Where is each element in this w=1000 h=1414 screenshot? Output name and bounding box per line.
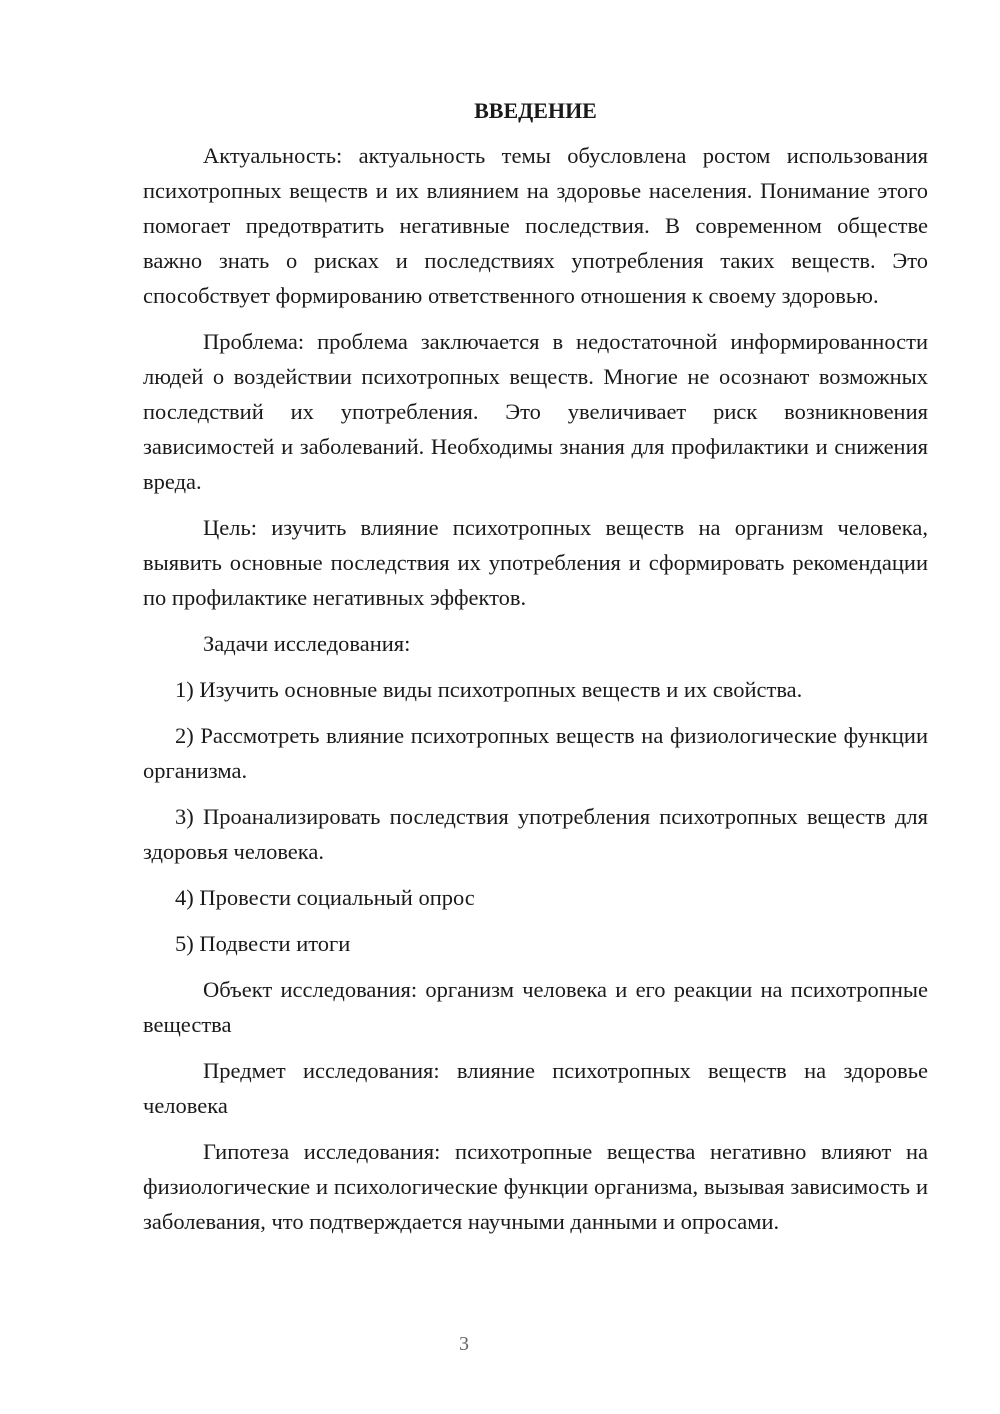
task-item-1: 1) Изучить основные виды психотропных веществ и их свойства. bbox=[175, 677, 803, 702]
research-object-paragraph: Объект исследования: организм человека и его реакции на психотропные вещества bbox=[143, 977, 928, 1037]
goal-paragraph: Цель: изучить влияние психотропных веществ на организм человека, выявить основные последствия их употребления и сформировать рекомендации по профилактике негативных эффектов. bbox=[143, 515, 928, 610]
task-item-2: 2) Рассмотреть влияние психотропных веществ на физиологические функции организма. bbox=[143, 723, 928, 783]
task-item-4: 4) Провести социальный опрос bbox=[175, 885, 475, 910]
hypothesis-paragraph: Гипотеза исследования: психотропные вещества негативно влияют на физиологические и психологические функции организма, вызывая зависимость и заболевания, что подтверждается научными данными и опросами. bbox=[143, 1139, 928, 1234]
section-title: ВВЕДЕНИЕ bbox=[474, 98, 597, 123]
relevance-paragraph: Актуальность: актуальность темы обусловлена ростом использования психотропных веществ и их влиянием на здоровье населения. Понимание этого помогает предотвратить негативные последствия. В современном обществе важно знать о рисках и последствиях употребления таких веществ. Это способствует формированию ответственного отношения к своему здоровью. bbox=[143, 143, 928, 308]
research-subject-paragraph: Предмет исследования: влияние психотропных веществ на здоровье человека bbox=[143, 1058, 928, 1118]
page-number: 3 bbox=[459, 1333, 469, 1355]
problem-paragraph: Проблема: проблема заключается в недостаточной информированности людей о воздействии психотропных веществ. Многие не осознают возможных последствий их употребления. Это увеличивает риск возникновения зависимостей и заболеваний. Необходимы знания для профилактики и снижения вреда. bbox=[143, 329, 928, 494]
tasks-heading: Задачи исследования: bbox=[203, 631, 411, 656]
task-item-5: 5) Подвести итоги bbox=[175, 931, 351, 956]
page-content bbox=[143, 96, 928, 1250]
task-item-3: 3) Проанализировать последствия употребления психотропных веществ для здоровья человека. bbox=[143, 804, 928, 864]
